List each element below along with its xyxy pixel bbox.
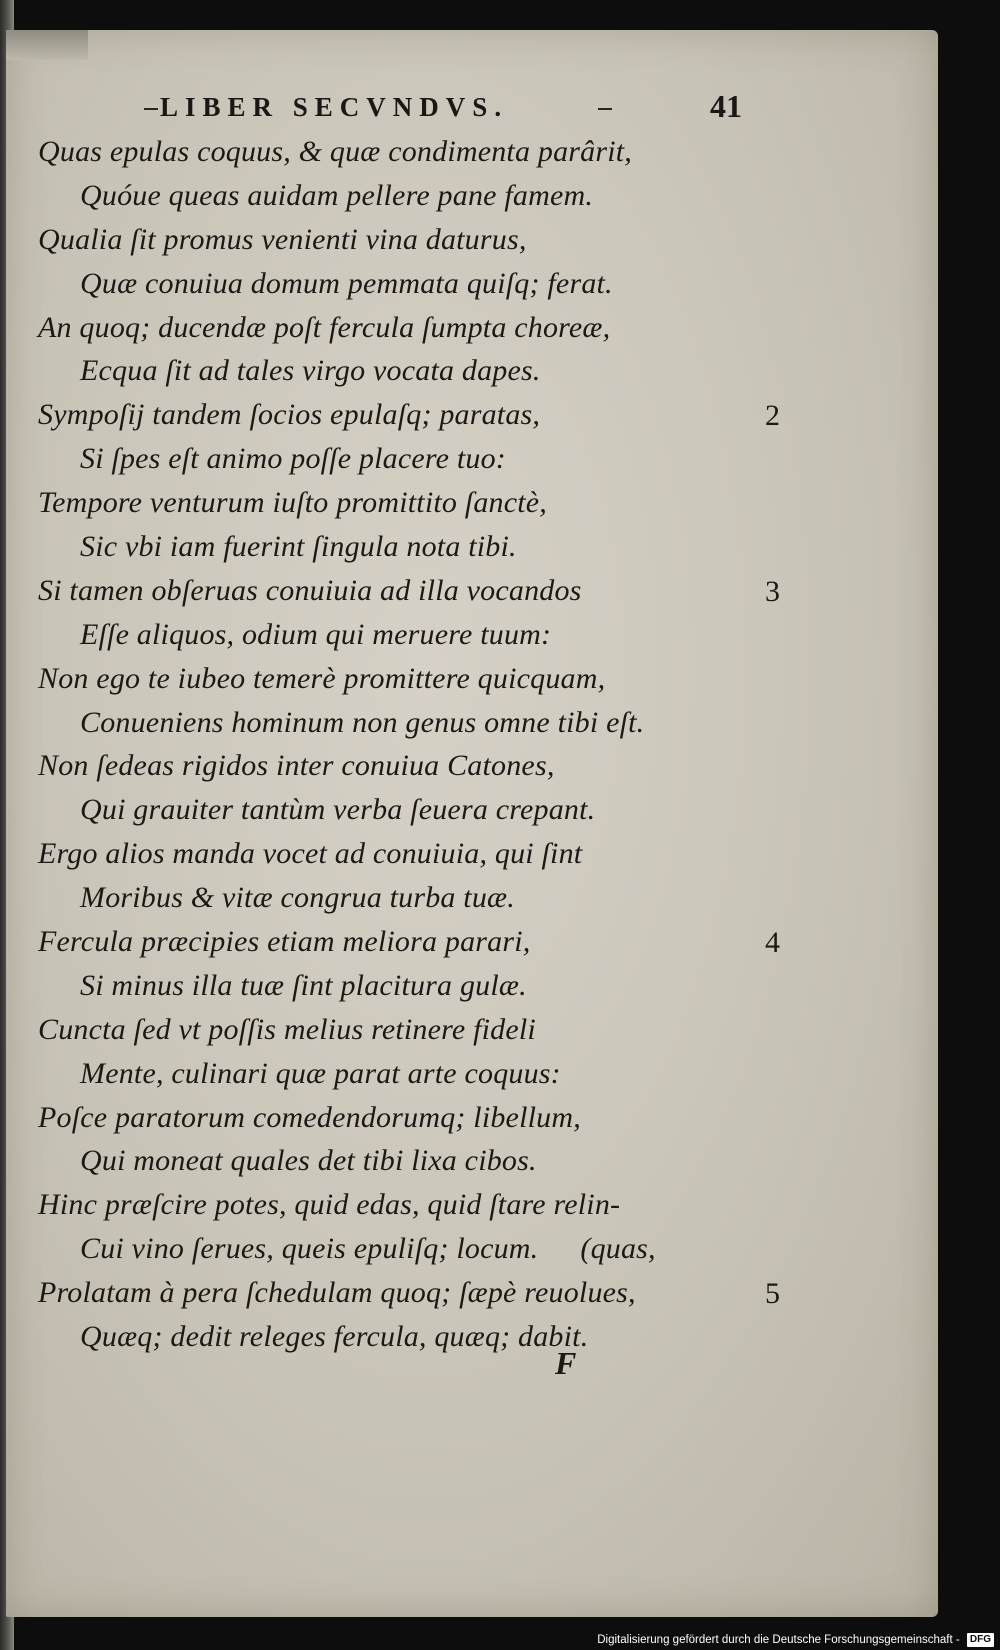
page-edge bbox=[6, 30, 88, 60]
verse-line bbox=[38, 788, 798, 832]
verse-line bbox=[38, 744, 798, 788]
running-header bbox=[150, 88, 770, 128]
margin-section-number: 4 bbox=[765, 926, 780, 960]
verse-line-text: Quæq; dedit releges fercula, quæq; dabit. bbox=[80, 1320, 589, 1354]
running-title: LIBER SECVNDVS. bbox=[160, 92, 509, 122]
verse-line-text: Qui grauiter tantùm verba ſeuera crepant. bbox=[80, 793, 596, 827]
verse-line-text: Mente, culinari quæ parat arte coquus: bbox=[80, 1056, 561, 1090]
margin-section-number: 5 bbox=[765, 1277, 780, 1311]
verse-line bbox=[38, 569, 798, 613]
folio-number: 41 bbox=[710, 88, 742, 124]
verse-line-text: Quæ conuiua domum pemmata quiſq; ferat. bbox=[80, 266, 613, 300]
verse-line bbox=[38, 218, 798, 262]
verse-line-text: Non ego te iubeo temerè promittere quicquam, bbox=[38, 661, 606, 695]
verse-line-text: Ergo alios manda vocet ad conuiuia, qui ſint bbox=[38, 837, 583, 871]
verse-line-text: Cui vino ſerues, queis epuliſq; locum. bbox=[80, 1232, 539, 1266]
verse-line bbox=[38, 1227, 798, 1271]
verse-line bbox=[38, 876, 798, 920]
verse-line-text: Prolatam à pera ſchedulam quoq; ſæpè reuolues, bbox=[38, 1276, 636, 1310]
verse-line bbox=[38, 1183, 798, 1227]
verse-line bbox=[38, 481, 798, 525]
header-ornament-right bbox=[598, 108, 612, 110]
verse-line-text: Ecqua ſit ad tales virgo vocata dapes. bbox=[80, 354, 541, 388]
verse-line-text: Non ſedeas rigidos inter conuiua Catones, bbox=[38, 749, 555, 783]
verse-text bbox=[38, 130, 798, 1359]
verse-line-text: Eſſe aliquos, odium qui meruere tuum: bbox=[80, 617, 552, 651]
verse-line bbox=[38, 613, 798, 657]
verse-line-text: Si minus illa tuæ ſint placitura gulæ. bbox=[80, 968, 527, 1002]
margin-section-number: 2 bbox=[765, 399, 780, 433]
verse-line-text: Tempore venturum iuſto promittito ſanctè, bbox=[38, 486, 548, 520]
verse-line bbox=[38, 1139, 798, 1183]
verse-line bbox=[38, 393, 798, 437]
verse-line-text: Si tamen obſeruas conuiuia ad illa vocandos bbox=[38, 573, 582, 607]
margin-section-number: 3 bbox=[765, 575, 780, 608]
signature-mark: F bbox=[555, 1345, 577, 1381]
verse-line bbox=[38, 1008, 798, 1052]
verse-line bbox=[38, 525, 798, 569]
verse-line-text: Qui moneat quales det tibi lixa cibos. bbox=[80, 1144, 537, 1178]
verse-line-text: Si ſpes eſt animo poſſe placere tuo: bbox=[80, 442, 506, 476]
header-ornament-left bbox=[144, 108, 158, 110]
verse-line-text: Conueniens hominum non genus omne tibi eſt. bbox=[80, 705, 645, 739]
verse-line bbox=[38, 701, 798, 745]
verse-line-text: An quoq; ducendæ poſt fercula ſumpta choreæ, bbox=[38, 310, 611, 344]
credit-text: Digitalisierung gefördert durch die Deutsche Forschungsgemeinschaft - bbox=[597, 1634, 960, 1646]
verse-line-text: Poſce paratorum comedendorumq; libellum, bbox=[38, 1100, 581, 1134]
verse-line bbox=[38, 306, 798, 350]
verse-line-text: Sic vbi iam fuerint ſingula nota tibi. bbox=[80, 530, 517, 564]
verse-line-text: Qualia ſit promus venienti vina daturus, bbox=[38, 222, 527, 256]
verse-line-text: Sympoſij tandem ſocios epulaſq; paratas, bbox=[38, 398, 541, 432]
verse-line bbox=[38, 262, 798, 306]
verse-line bbox=[38, 920, 798, 964]
verse-line-text: Moribus & vitæ congrua turba tuæ. bbox=[80, 881, 515, 915]
verse-line bbox=[38, 1271, 798, 1315]
verse-line bbox=[38, 1096, 798, 1140]
verse-line bbox=[38, 174, 798, 218]
verse-line bbox=[38, 130, 798, 174]
verse-line-text: Quas epulas coquus, & quæ condimenta parârit, bbox=[38, 135, 632, 168]
verse-line-text: Fercula præcipies etiam meliora parari, bbox=[38, 925, 531, 959]
verse-line bbox=[38, 437, 798, 481]
verse-line bbox=[38, 657, 798, 701]
verse-line bbox=[38, 964, 798, 1008]
verse-line bbox=[38, 832, 798, 876]
verse-line-text: Quóue queas auidam pellere pane famem. bbox=[80, 178, 594, 212]
verse-line bbox=[38, 349, 798, 393]
verse-line-wrap: (quas, bbox=[580, 1232, 656, 1266]
verse-line bbox=[38, 1315, 798, 1359]
verse-line-text: Cuncta ſed vt poſſis melius retinere fideli bbox=[38, 1012, 536, 1046]
dfg-logo: DFG bbox=[967, 1633, 994, 1647]
verse-line bbox=[38, 1052, 798, 1096]
verse-line-text: Hinc præſcire potes, quid edas, quid ſtare relin- bbox=[38, 1188, 621, 1222]
digitization-credit bbox=[597, 1630, 1000, 1650]
